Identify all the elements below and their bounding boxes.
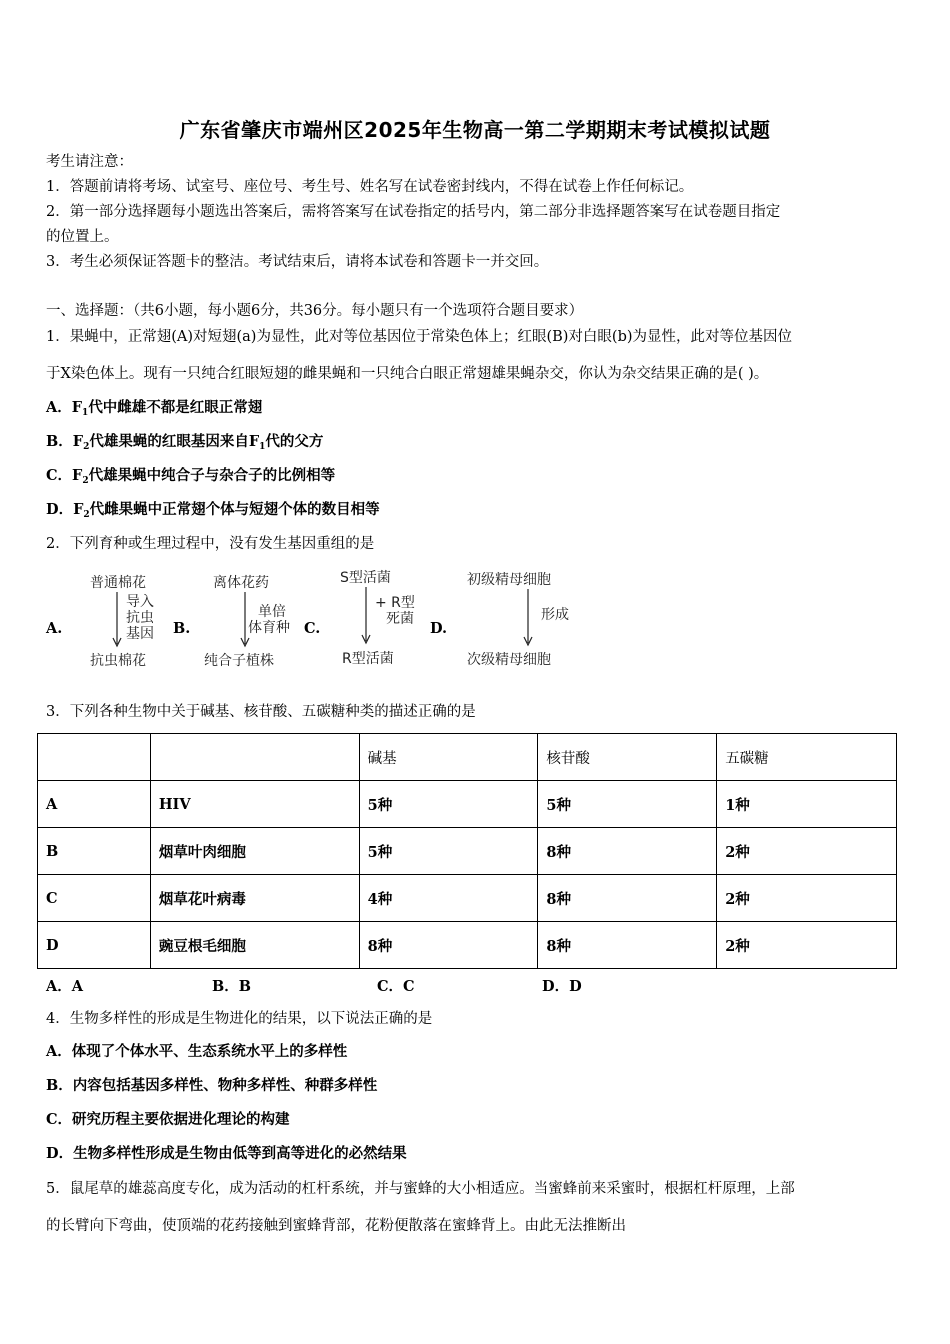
table-row: [38, 781, 897, 828]
table-cell: A: [38, 781, 151, 828]
q3-option: A．A: [46, 978, 84, 995]
table-cell: 烟草花叶病毒: [150, 875, 359, 922]
q1-stem: 1．果蝇中，正常翅(A)对短翅(a)为显性，此对等位基因位于常染色体上；红眼(B)对白眼(b)为显性，此对等位基因位: [46, 329, 793, 345]
q4-stem: 4．生物多样性的形成是生物进化的结果，以下说法正确的是: [46, 1011, 433, 1027]
q1-option-d: D．$F_2$代雌果蝇中正常翅个体与短翅个体的数目相等: [46, 501, 380, 520]
q4-option: C．研究历程主要依据进化理论的构建: [46, 1111, 290, 1128]
table-cell: 5种: [359, 828, 538, 875]
q2a-bottom: 抗虫棉花: [90, 653, 146, 669]
notice-item: 2．第一部分选择题每小题选出答案后，需将答案写在试卷指定的括号内，第二部分非选择题答案写在试卷题目指定: [46, 204, 781, 220]
table-header-cell: [150, 734, 359, 781]
q2-label-c: C.: [304, 620, 321, 637]
notice-item: 1．答题前请将考场、试室号、座位号、考生号、姓名写在试卷密封线内，不得在试卷上作任何标记。: [46, 179, 694, 195]
q1-option-b: B．$F_2$代雄果蝇的红眼基因来自$F_1$代的父方: [46, 433, 324, 452]
q3-option: B．B: [212, 978, 252, 995]
table-cell: 5种: [359, 781, 538, 828]
table-cell: 8种: [538, 922, 717, 969]
q2d-top: 初级精母细胞: [467, 572, 551, 588]
q3-table: [37, 733, 897, 969]
table-cell: 8种: [359, 922, 538, 969]
q2d-side: 形成: [541, 607, 569, 623]
table-header-cell: 碱基: [359, 734, 538, 781]
table-row: [38, 922, 897, 969]
notice-heading: 考生请注意：: [46, 154, 133, 170]
table-cell: B: [38, 828, 151, 875]
q5-stem-cont: 的长臂向下弯曲，使顶端的花药接触到蜜蜂背部，花粉便散落在蜜蜂背上。由此无法推断出: [46, 1218, 626, 1234]
arrow-down-icon: [361, 587, 371, 647]
q2b-bottom: 纯合子植株: [204, 653, 274, 669]
q1-option-a: A．$F_1$代中雌雄不都是红眼正常翅: [46, 399, 263, 418]
table-cell: 烟草叶肉细胞: [150, 828, 359, 875]
q2a-side: 抗虫: [126, 610, 154, 626]
table-cell: 8种: [538, 875, 717, 922]
table-cell: HIV: [150, 781, 359, 828]
q2a-top: 普通棉花: [90, 575, 146, 591]
q2c-top: S型活菌: [340, 570, 391, 586]
q2b-top: 离体花药: [213, 575, 269, 591]
page-title: 广东省肇庆市端州区2025年生物高一第二学期期末考试模拟试题: [179, 118, 771, 142]
table-cell: 4种: [359, 875, 538, 922]
q1-stem-cont: 于X染色体上。现有一只纯合红眼短翅的雌果蝇和一只纯合白眼正常翅雄果蝇杂交，你认为杂交结果正确的是( )。: [46, 366, 769, 382]
notice-item: 的位置上。: [46, 229, 119, 245]
table-header-cell: 核苷酸: [538, 734, 717, 781]
q4-option: D．生物多样性形成是生物由低等到高等进化的必然结果: [46, 1145, 407, 1162]
q2b-side: 单倍: [258, 604, 286, 620]
arrow-down-icon: [112, 592, 122, 650]
table-row: [38, 875, 897, 922]
arrow-down-icon: [523, 589, 533, 649]
q2-label-b: B.: [173, 620, 191, 637]
section-heading: 一、选择题：（共6小题，每小题6分，共36分。每小题只有一个选项符合题目要求）: [46, 303, 584, 319]
q2c-side: + R型: [375, 595, 415, 611]
q5-stem: 5．鼠尾草的雄蕊高度专化，成为活动的杠杆系统，并与蜜蜂的大小相适应。当蜜蜂前来采蜜时，根据杠杆原理，上部: [46, 1181, 795, 1197]
q2a-side: 基因: [126, 626, 154, 642]
q4-option: A．体现了个体水平、生态系统水平上的多样性: [46, 1043, 348, 1060]
notice-item: 3．考生必须保证答题卡的整洁。考试结束后，请将本试卷和答题卡一并交回。: [46, 254, 549, 270]
table-cell: 2种: [717, 922, 897, 969]
table-cell: 2种: [717, 828, 897, 875]
table-cell: 2种: [717, 875, 897, 922]
q2a-side: 导入: [126, 594, 154, 610]
q3-stem: 3．下列各种生物中关于碱基、核苷酸、五碳糖种类的描述正确的是: [46, 704, 476, 720]
table-cell: D: [38, 922, 151, 969]
q2-label-a: A.: [46, 620, 63, 637]
table-row: [38, 828, 897, 875]
q4-option: B．内容包括基因多样性、物种多样性、种群多样性: [46, 1077, 378, 1094]
table-cell: 5种: [538, 781, 717, 828]
q3-option: C．C: [377, 978, 415, 995]
table-cell: 1种: [717, 781, 897, 828]
q2-label-d: D.: [430, 620, 448, 637]
q2d-bottom: 次级精母细胞: [467, 652, 551, 668]
table-header-cell: [38, 734, 151, 781]
q2-stem: 2．下列育种或生理过程中，没有发生基因重组的是: [46, 536, 375, 552]
table-cell: C: [38, 875, 151, 922]
q1-option-c: C．$F_2$代雄果蝇中纯合子与杂合子的比例相等: [46, 467, 336, 486]
q3-option: D．D: [542, 978, 582, 995]
q2c-side: 死菌: [386, 611, 414, 627]
table-cell: 豌豆根毛细胞: [150, 922, 359, 969]
table-header-row: [38, 734, 897, 781]
q2b-side: 体育种: [248, 620, 290, 636]
table-cell: 8种: [538, 828, 717, 875]
table-header-cell: 五碳糖: [717, 734, 897, 781]
q2c-bottom: R型活菌: [342, 651, 394, 667]
